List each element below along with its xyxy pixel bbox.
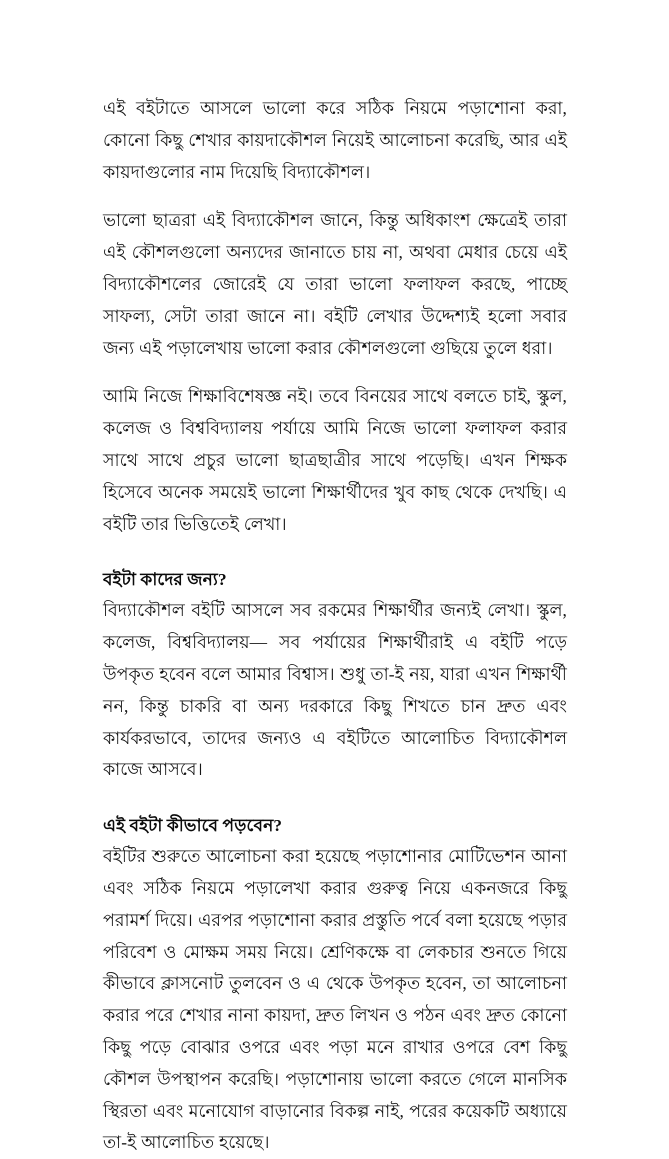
section-body: বইটির শুরুতে আলোচনা করা হয়েছে পড়াশোনার মোটিভেশন আনা এবং সঠিক নিয়মে পড়ালেখা করার গুরুত্ব নিয়ে একনজরে কিছু পরামর্শ দিয়ে। এরপর পড়াশোনা করার প্রস্তুতি পর্বে বলা হয়েছে পড়ার পরিবেশ ও মোক্ষম সময় নিয়ে। শ্রেণিকক্ষে বা লেকচার শুনতে গিয়ে কীভাবে ক্লাসনোট তুলবেন ও এ থেকে উপকৃত হবেন, তা আলোচনা করার পরে শেখার নানা কায়দা, দ্রুত লিখন ও পঠন এবং দ্রুত কোনো কিছু পড়ে বোঝার ওপরে এবং পড়া মনে রাখার ওপরে বেশ কিছু কৌশল উপস্থাপন করেছি। পড়াশোনায় ভালো করতে গেলে মানসিক স্থিরতা এবং মনোযোগ বাড়ানোর বিকল্প নাই, পরের কয়েকটি অধ্যায়ে তা-ই আলোচিত হয়েছে। [103,846,567,1153]
section-who-is-this-book-for [103,566,567,786]
intro-paragraph-1: এই বইটাতে আসলে ভালো করে সঠিক নিয়মে পড়াশোনা করা, কোনো কিছু শেখার কায়দাকৌশল নিয়েই আলোচনা করেছি, আর এই কায়দাগুলোর নাম দিয়েছি বিদ্যাকৌশল। [103,98,567,182]
section-heading: বইটা কাদের জন্য? [103,570,227,590]
page-content [103,93,567,1159]
intro-paragraph-3: আমি নিজে শিক্ষাবিশেষজ্ঞ নই। তবে বিনয়ের সাথে বলতে চাই, স্কুল, কলেজ ও বিশ্ববিদ্যালয় পর্যায়ে আমি নিজে ভালো ফলাফল করার সাথে সাথে প্রচুর ভালো ছাত্রছাত্রীর সাথে পড়েছি। এখন শিক্ষক হিসেবে অনেক সময়েই ভালো শিক্ষার্থীদের খুব কাছ থেকে দেখছি। এ বইটি তার ভিত্তিতেই লেখা। [103,386,567,534]
intro-paragraph-2: ভালো ছাত্ররা এই বিদ্যাকৌশল জানে, কিন্তু অধিকাংশ ক্ষেত্রেই তারা এই কৌশলগুলো অন্যদের জানাতে চায় না, অথবা মেধার চেয়ে এই বিদ্যাকৌশলের জোরেই যে তারা ভালো ফলাফল করছে, পাচ্ছে সাফল্য, সেটা তারা জানে না। বইটি লেখার উদ্দেশ্যই হলো সবার জন্য এই পড়ালেখায় ভালো করার কৌশলগুলো গুছিয়ে তুলে ধরা। [103,210,567,358]
section-body: বিদ্যাকৌশল বইটি আসলে সব রকমের শিক্ষার্থীর জন্যই লেখা। স্কুল, কলেজ, বিশ্ববিদ্যালয়— সব পর্যায়ের শিক্ষার্থীরাই এ বইটি পড়ে উপকৃত হবেন বলে আমার বিশ্বাস। শুধু তা-ই নয়, যারা এখন শিক্ষার্থী নন, কিন্তু চাকরি বা অন্য দরকারে কিছু শিখতে চান দ্রুত এবং কার্যকরভাবে, তাদের জন্যও এ বইটিতে আলোচিত বিদ্যাকৌশল কাজে আসবে। [103,600,567,780]
section-heading: এই বইটা কীভাবে পড়বেন? [103,816,283,836]
section-how-to-read-this-book [103,812,567,1159]
